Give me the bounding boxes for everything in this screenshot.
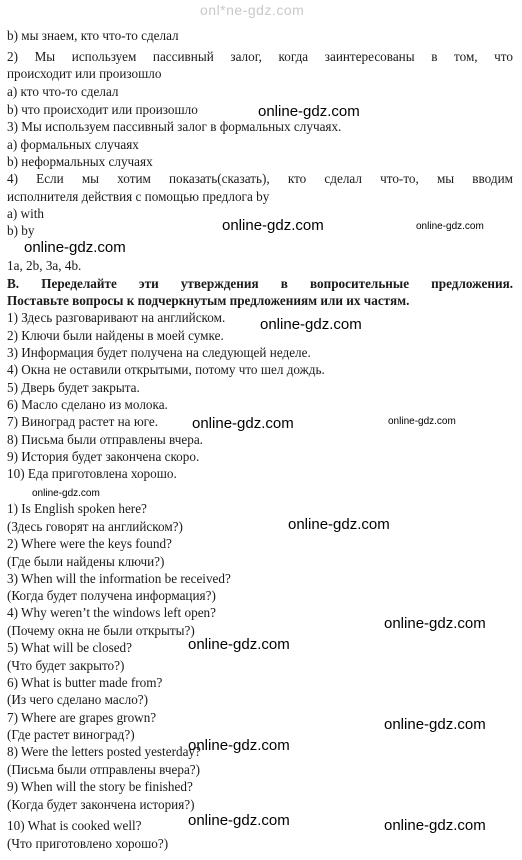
question-ru: (Когда будет закончена история?) bbox=[7, 797, 195, 812]
watermark: online-gdz.com bbox=[222, 217, 324, 234]
question-ru: (Из чего сделано масло?) bbox=[7, 692, 149, 707]
question-ru: (Что будет закрыто?) bbox=[7, 658, 125, 673]
statement: 5) Дверь будет закрыта. bbox=[7, 380, 140, 395]
statement: 8) Письма были отправлены вчера. bbox=[7, 432, 203, 447]
question-ru: (Почему окна не были открыты?) bbox=[7, 623, 195, 638]
section-instruction: Поставьте вопросы к подчеркнутым предложениям или их частям. bbox=[7, 293, 410, 308]
statement: 4) Окна не оставили открытыми, потому что шел дождь. bbox=[7, 362, 325, 377]
text-line: a) формальных случаях bbox=[7, 137, 139, 152]
question-en: 7) Where are grapes grown? bbox=[7, 710, 157, 725]
watermark: online-gdz.com bbox=[416, 221, 484, 232]
text-line: происходит или произошло bbox=[7, 66, 162, 81]
question-en: 6) What is butter made from? bbox=[7, 675, 163, 690]
statement: 9) История будет закончена скоро. bbox=[7, 449, 200, 464]
statement: 3) Информация будет получена на следующей неделе. bbox=[7, 345, 311, 360]
statement: 10) Еда приготовлена хорошо. bbox=[7, 466, 177, 481]
watermark: online-gdz.com bbox=[188, 636, 290, 653]
text-line: 3) Мы используем пассивный залог в формальных случаях. bbox=[7, 119, 342, 134]
watermark: online-gdz.com bbox=[188, 812, 290, 829]
question-ru: (Когда будет получена информация?) bbox=[7, 588, 216, 603]
question-en: 1) Is English spoken here? bbox=[7, 501, 147, 516]
text-line: b) by bbox=[7, 223, 35, 238]
text-line: 4) Если мы хотим показать(сказать), кто сделал что-то, мы вводим bbox=[7, 171, 513, 186]
statement: 7) Виноград растет на юге. bbox=[7, 414, 159, 429]
watermark: online-gdz.com bbox=[384, 817, 486, 834]
text-line: b) неформальных случаях bbox=[7, 154, 153, 169]
question-en: 8) Were the letters posted yesterday? bbox=[7, 744, 201, 759]
text-line: b) мы знаем, кто что-то сделал bbox=[7, 28, 179, 43]
text-line: a) with bbox=[7, 206, 44, 221]
question-ru: (Где были найдены ключи?) bbox=[7, 554, 165, 569]
watermark: online-gdz.com bbox=[388, 416, 456, 427]
watermark: online-gdz.com bbox=[192, 415, 294, 432]
question-en: 4) Why weren’t the windows left open? bbox=[7, 605, 216, 620]
watermark: online-gdz.com bbox=[258, 103, 360, 120]
watermark: online-gdz.com bbox=[288, 516, 390, 533]
text-line: 2) Мы используем пассивный залог, когда заинтересованы в том, что bbox=[7, 49, 513, 64]
text-line: исполнителя действия с помощью предлога by bbox=[7, 189, 270, 204]
answer-key: 1a, 2b, 3a, 4b. bbox=[7, 258, 82, 273]
watermark: online-gdz.com bbox=[32, 488, 100, 499]
question-en: 5) What will be closed? bbox=[7, 640, 132, 655]
question-en: 3) When will the information be received? bbox=[7, 571, 231, 586]
question-en: 2) Where were the keys found? bbox=[7, 536, 172, 551]
question-en: 10) What is cooked well? bbox=[7, 818, 142, 833]
text-line: b) что происходит или произошло bbox=[7, 102, 198, 117]
watermark: online-gdz.com bbox=[384, 716, 486, 733]
section-heading: B. Переделайте эти утверждения в вопросительные предложения. bbox=[7, 276, 513, 291]
question-ru: (Письма были отправлены вчера?) bbox=[7, 762, 201, 777]
watermark: online-gdz.com bbox=[188, 737, 290, 754]
watermark: online-gdz.com bbox=[384, 615, 486, 632]
question-en: 9) When will the story be finished? bbox=[7, 779, 193, 794]
watermark: online-gdz.com bbox=[24, 239, 126, 256]
statement: 2) Ключи были найдены в моей сумке. bbox=[7, 328, 224, 343]
question-ru: (Где растет виноград?) bbox=[7, 727, 135, 742]
text-line: a) кто что-то сделал bbox=[7, 84, 119, 99]
watermark: online-gdz.com bbox=[260, 316, 362, 333]
statement: 6) Масло сделано из молока. bbox=[7, 397, 168, 412]
question-ru: (Здесь говорят на английском?) bbox=[7, 519, 183, 534]
statement: 1) Здесь разговаривают на английском. bbox=[7, 310, 226, 325]
question-ru: (Что приготовлено хорошо?) bbox=[7, 836, 169, 851]
header-watermark: onl*ne-gdz.com bbox=[200, 2, 305, 18]
